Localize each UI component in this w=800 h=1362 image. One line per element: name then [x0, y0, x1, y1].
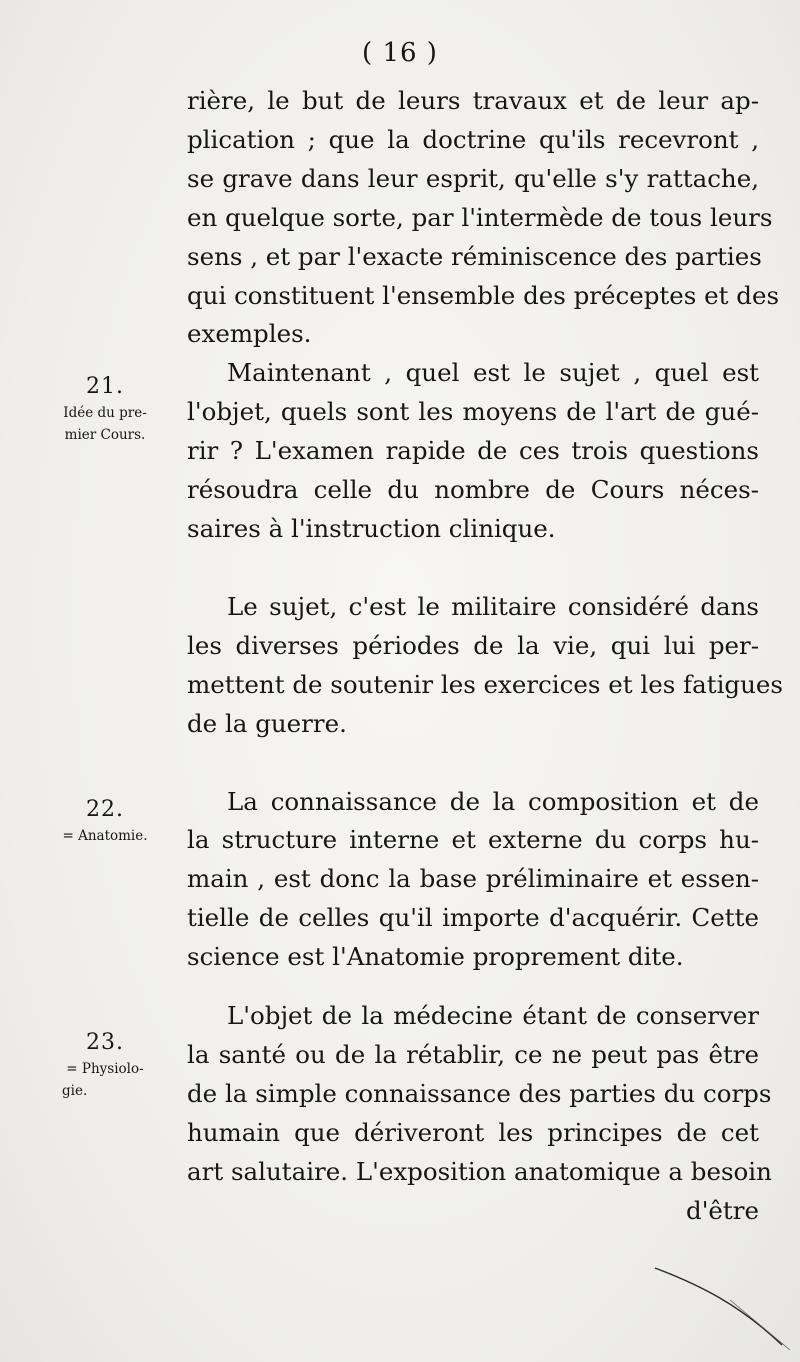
text-line: la structure interne et externe du corps hu- — [187, 825, 759, 855]
text-line: saires à l'instruction clinique. — [187, 513, 556, 543]
text-line: humain que dériveront les principes de cet — [187, 1117, 759, 1147]
page-number: ( 16 ) — [362, 38, 438, 68]
paragraph-gap — [187, 549, 759, 588]
margin-note-line: = Anatomie. — [62, 828, 148, 844]
margin-note-line: mier Cours. — [64, 427, 146, 443]
text-line: Maintenant , quel est le sujet , quel est — [227, 358, 759, 388]
margin-note-line: gie. — [62, 1083, 88, 1099]
margin-note-23 — [30, 1028, 180, 1102]
margin-note-text — [30, 402, 180, 446]
section-number: 21. — [86, 374, 124, 399]
text-line: La connaissance de la composition et de — [227, 786, 759, 816]
margin-note-line: Idée du pre- — [63, 405, 147, 421]
text-line: rir ? L'examen rapide de ces trois questions — [187, 436, 759, 466]
paragraph-sujet — [187, 588, 783, 744]
text-line: résoudra celle du nombre de Cours néces- — [187, 475, 759, 505]
catchword: d'être — [686, 1195, 759, 1225]
text-line: les diverses périodes de la vie, qui lui per- — [187, 630, 759, 660]
margin-note-text — [30, 825, 180, 847]
text-line: de la guerre. — [187, 708, 347, 738]
margin-note-line: = Physiolo- — [66, 1061, 144, 1077]
margin-note-21 — [30, 372, 180, 446]
text-line: L'objet de la médecine étant de conserver — [227, 1001, 759, 1031]
paragraph-continuation — [187, 82, 780, 354]
text-line: rière, le but de leurs travaux et de leur ap- — [187, 86, 759, 115]
text-line: sens , et par l'exacte réminiscence des parties — [187, 241, 762, 271]
text-line: main , est donc la base préliminaire et essen- — [187, 864, 759, 894]
text-line: qui constituent l'ensemble des préceptes et des — [187, 280, 780, 310]
paragraph-gap — [187, 977, 759, 997]
paragraph-21 — [187, 354, 759, 549]
text-line: science est l'Anatomie proprement dite. — [187, 942, 684, 972]
text-line: en quelque sorte, par l'intermède de tous leurs — [187, 202, 773, 232]
text-line: la santé ou de la rétablir, ce ne peut pas être — [187, 1039, 759, 1069]
text-line: tielle de celles qu'il importe d'acquérir. Cette — [187, 903, 759, 933]
text-line: l'objet, quels sont les moyens de l'art de gué- — [187, 397, 759, 427]
margin-note-text — [30, 1058, 180, 1102]
section-number: 23. — [86, 1030, 124, 1055]
body-text — [187, 82, 783, 1230]
paragraph-23 — [187, 997, 772, 1192]
text-line: mettent de soutenir les exercices et les fatigues — [187, 669, 783, 699]
margin-note-22 — [30, 795, 180, 847]
text-line: Le sujet, c'est le militaire considéré dans — [227, 591, 759, 621]
section-number: 22. — [86, 797, 124, 822]
text-line: plication ; que la doctrine qu'ils recevront , — [187, 124, 759, 154]
text-line: art salutaire. L'exposition anatomique a besoin — [187, 1156, 772, 1186]
paragraph-22 — [187, 783, 759, 978]
paragraph-gap — [187, 744, 759, 783]
text-line: de la simple connaissance des parties du corps — [187, 1078, 772, 1108]
text-line: se grave dans leur esprit, qu'elle s'y rattache, — [187, 163, 759, 193]
text-line: exemples. — [187, 319, 312, 349]
